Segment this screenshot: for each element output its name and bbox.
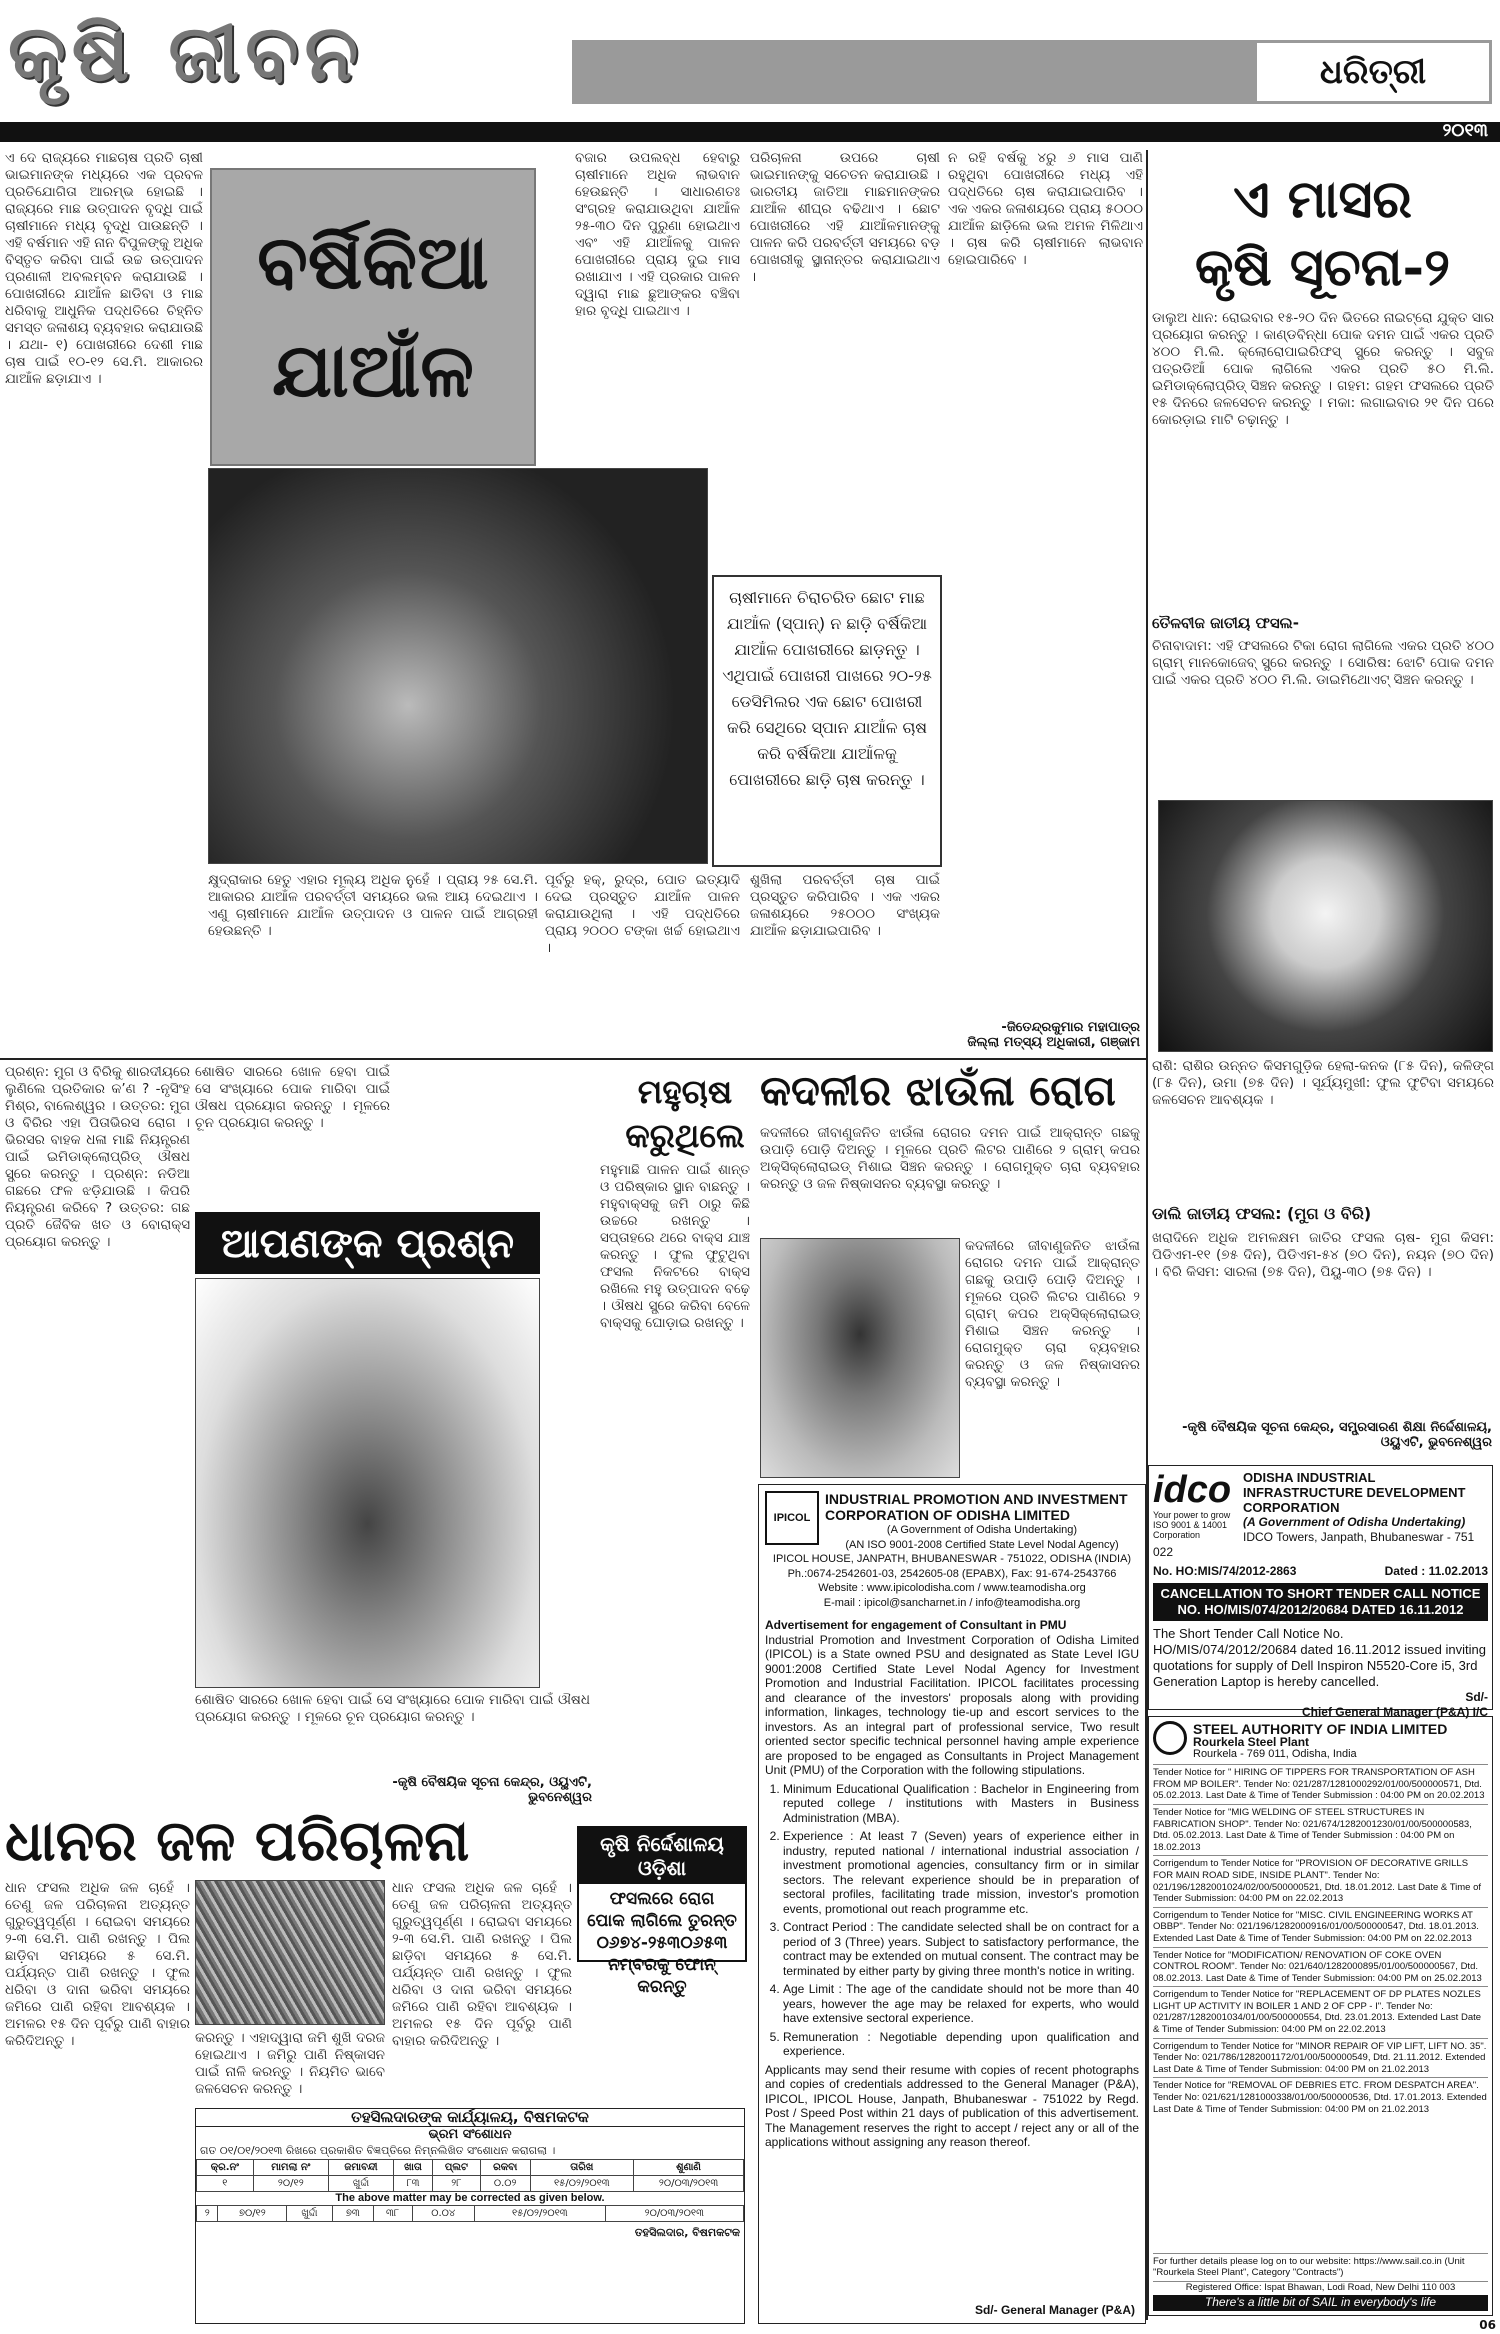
feature-col3: ପରିଚାଳନା ଉପରେ ଚାଷୀ ଭାଇମାନଙ୍କୁ ସଚେତନ କରାଯାଉଛି । ଭାରତୀୟ ଜାତିଆ ମାଛମାନଙ୍କର ଯାଆଁଳ ଶୀଘ୍ର ବଢିଥାଏ । ଛୋଟ ପୋଖରୀରେ ଏହି ଯାଆଁଳମାନଙ୍କୁ ପାଳନ କରି ପରବର୍ତ୍ତୀ ସମୟରେ ବଡ଼ ପୋଖରୀକୁ ସ୍ଥାନାନ୍ତର କରାଯାଇଥାଏ । <box>750 150 940 285</box>
idco-address: IDCO Towers, Janpath, Bhubaneswar - 751 022 <box>1153 1530 1475 1559</box>
idco-notice <box>1148 1465 1493 1719</box>
sail-item: Tender Notice for " HIRING OF TIPPERS FOR TRANSPORTATION OF ASH FROM MP BOILER". Tender No: 021/287/1281000292/01/00/500000571, Dtd. 05.02.2013. Last Date & Time of Tender Submission : 04:00 PM on 20.02.2013 <box>1153 1764 1488 1804</box>
table-cell: ୦.୦୨ <box>480 2176 530 2192</box>
madhu-title-line1: ମହୁଚାଷ <box>637 1072 733 1111</box>
idco-tagline: Your power to grow <box>1153 1510 1231 1520</box>
masa-title-line2: କୃଷି ସୂଚନା-୨ <box>1194 237 1451 298</box>
ipicol-advertisement <box>758 1484 1146 2324</box>
sail-office: Registered Office: Ispat Bhawan, Lodi Road, New Delhi 110 003 <box>1153 2281 1488 2294</box>
sail-item: Tender Notice for "REMOVAL OF DEBRIES ETC. FROM DESPATCH AREA". Tender No: 021/621/1281000338/01/00/500000536, Dtd. 17.01.2013. Extended Last Date & Time of Tender Submission: 04:00 PM on 21.02.2013 <box>1153 2077 1488 2117</box>
feature-col2: ବଜାର ଉପଲବ୍ଧ ହେବାରୁ ଚାଷୀମାନେ ଅଧିକ ଲାଭବାନ ହେଉଛନ୍ତି । ସାଧାରଣତଃ ସଂଗ୍ରହ କରାଯାଉଥିବା ଯାଆଁଳ ୨୫-୩୦ ଦିନ ପୁରୁଣା ହୋଇଥାଏ ଏବଂ ଏହି ଯାଆଁଳକୁ ପାଳନ ପୋଖରୀରେ ପ୍ରାୟ ଦୁଇ ମାସ ରଖାଯାଏ । ଏହି ପ୍ରକାର ପାଳନ ଦ୍ୱାରା ମାଛ ଛୁଆଙ୍କର ବଞ୍ଚିବା ହାର ବୃଦ୍ଧି ପାଇଥାଏ । <box>575 150 740 319</box>
madhu-body: ମହୁମାଛି ପାଳନ ପାଇଁ ଶାନ୍ତ ଓ ପରିଷ୍କାର ସ୍ଥାନ ବାଛନ୍ତୁ । ମହୁବାକ୍ସକୁ ଜମି ଠାରୁ କିଛି ଉଚ୍ଚରେ ରଖନ୍ତୁ । ସପ୍ତାହରେ ଥରେ ବାକ୍ସ ଯାଞ୍ଚ କରନ୍ତୁ । ଫୁଲ ଫୁଟୁଥିବା ଫସଲ ନିକଟରେ ବାକ୍ସ ରଖିଲେ ମହୁ ଉତ୍ପାଦନ ବଢ଼େ । ଔଷଧ ସ୍ପ୍ରେ କରିବା ବେଳେ ବାକ୍ସକୁ ଘୋଡ଼ାଇ ରଖନ୍ତୁ । <box>600 1162 750 1331</box>
masa-rasi: ରାଶି: ରାଶିର ଉନ୍ନତ କିସମଗୁଡ଼ିକ ହେଲା-କନକ (୮୫ ଦିନ), କଳିଙ୍ଗ (୮୫ ଦିନ), ଉମା (୭୫ ଦିନ) । ସୂର୍ଯ୍ୟମୁଖୀ: ଫୁଲ ଫୁଟିବା ସମୟରେ ଜଳସେଚନ ଆବଶ୍ୟକ । <box>1152 1058 1494 1108</box>
ipicol-head: INDUSTRIAL PROMOTION AND INVESTMENT CORPORATION OF ODISHA LIMITED <box>825 1491 1128 1523</box>
dhana-body-cont: ଧାନ ଫସଲ ଅଧିକ ଜଳ ଚାହେଁ । ତେଣୁ ଜଳ ପରିଚାଳନା ଅତ୍ୟନ୍ତ ଗୁରୁତ୍ୱପୂର୍ଣ୍ଣ । ରୋଇବା ସମୟରେ ୨-୩ ସେ.ମି. ପାଣି ରଖନ୍ତୁ । ପିଲ ଛାଡ଼ିବା ସମୟରେ ୫ ସେ.ମି. ପର୍ଯ୍ୟନ୍ତ ପାଣି ରଖନ୍ତୁ । ଫୁଲ ଧରିବା ଓ ଦାନା ଭରିବା ସମୟରେ ଜମିରେ ପାଣି ରହିବା ଆବଶ୍ୟକ । ଅମଳର ୧୫ ଦିନ ପୂର୍ବରୁ ପାଣି ବାହାର କରିଦିଅନ୍ତୁ । <box>392 1880 572 2049</box>
ipicol-adv-title: Advertisement for engagement of Consultant in PMU <box>765 1618 1067 1632</box>
coconut-palm-photo <box>195 1278 540 1688</box>
sail-logo-icon <box>1153 1721 1187 1755</box>
idco-iso: ISO 9001 & 14001 Corporation <box>1153 1520 1228 1540</box>
feature-title-line2: ଯାଆଁଳ <box>272 328 474 414</box>
table-header: ଜମାବନ୍ଦୀ <box>328 2160 393 2176</box>
madhu-title-line2: କରୁଥିଲେ <box>625 1116 745 1155</box>
feature-title-line1: ବର୍ଷିକିଆ <box>257 220 489 306</box>
sail-plant: Rourkela Steel Plant <box>1193 1735 1310 1749</box>
table-cell: ୧୫/୦୨/୨୦୧୩ <box>475 2206 606 2222</box>
tahasil-table <box>196 2159 744 2192</box>
masthead <box>0 0 1500 145</box>
table-cell: ୦.୦୪ <box>412 2206 475 2222</box>
ipicol-address: IPICOL HOUSE, JANPATH, BHUBANESWAR - 751022, ODISHA (INDIA) <box>772 1553 1132 1565</box>
masa-dali-head: ଡାଲି ଜାତୀୟ ଫସଲ: (ମୁଗ ଓ ବିରି) <box>1152 1205 1372 1223</box>
tahasil-notice <box>195 2108 745 2324</box>
masa-body: ଡାଲୁଅ ଧାନ: ରୋଇବାର ୧୫-୨୦ ଦିନ ଭିତରେ ନାଇଟ୍ରୋ ଯୁକ୍ତ ସାର ପ୍ରୟୋଗ କରନ୍ତୁ । କାଣ୍ଡବିନ୍ଧା ପୋକ ଦମନ ପାଇଁ ଏକର ପ୍ରତି ୪୦୦ ମି.ଲି. କ୍ଲୋରୋପାଇରିଫସ୍ ସ୍ପ୍ରେ କରନ୍ତୁ । ସବୁଜ ପତ୍ରଡିଆଁ ପୋକ ଲାଗିଲେ ଏକର ପ୍ରତି ୫୦ ମି.ଲି. ଇମିଡାକ୍ଲୋପ୍ରିଡ୍ ସିଞ୍ଚନ କରନ୍ତୁ । ଗହମ: ଗହମ ଫସଲରେ ପ୍ରତି ୧୫ ଦିନରେ ଜଳସେଚନ କରନ୍ତୁ । ମକା: ଲଗାଇବାର ୨୧ ଦିନ ପରେ କୋରଡ଼ାଇ ମାଟି ଚଢ଼ାନ୍ତୁ । <box>1152 310 1494 428</box>
ipicol-logo: IPICOL <box>765 1491 819 1545</box>
ipicol-intro: Industrial Promotion and Investment Corporation of Odisha Limited (IPICOL) is a State owned PSU and designated as State Level IGU 9001:2008 Certified State Level Nodal Agency for Investment Promotion and Industrial Facilitation. IPICOL facilitates processing and clearance of the investors' proposals along with providing information, linkages, technology tie-up and escort services to the investors. As an integral part of professional service, Two result oriented sector specific technical personnel having ample experience are proposed to be engaged as Consultants in Project Management Unit (PMU) of the Corporation with the following stipulations. <box>765 1632 1139 1777</box>
table-cell: ଖୁର୍ଦ୍ଦା <box>287 2206 333 2222</box>
ipicol-sign: Sd/- General Manager (P&A) <box>974 2302 1135 2317</box>
table-cell: ୨୮ <box>432 2176 480 2192</box>
ipicol-item: 5. Remuneration : Negotiable depending upon qualification and experience. <box>783 2030 1139 2059</box>
feature-lower-right: ଶୁଖିଲା ପରବର୍ତ୍ତୀ ଚାଷ ପାଇଁ ପ୍ରସ୍ତୁତ କରିପାରିବ । ଏକ ଏକର ଜଳାଶୟରେ ୨୫୦୦୦ ସଂଖ୍ୟକ ଯାଆଁଳ ଛଡ଼ାଯାଇପାରିବ । <box>750 872 940 939</box>
tahasil-table-corrected <box>196 2205 744 2222</box>
kadali-body: କଦଳୀରେ ଜୀବାଣୁଜନିତ ଝାଉଁଳା ରୋଗର ଦମନ ପାଇଁ ଆକ୍ରାନ୍ତ ଗଛକୁ ଉପାଡ଼ି ପୋଡ଼ି ଦିଅନ୍ତୁ । ମୂଳରେ ପ୍ରତି ଲିଟର ପାଣିରେ ୨ ଗ୍ରାମ୍ କପର ଅକ୍ସିକ୍ଲୋରାଇଡ୍ ମିଶାଇ ସିଞ୍ଚନ କରନ୍ତୁ । ରୋଗମୁକ୍ତ ଚାରା ବ୍ୟବହାର କରନ୍ତୁ ଓ ଜଳ ନିଷ୍କାସନର ବ୍ୟବସ୍ଥା କରନ୍ତୁ । <box>760 1125 1140 1192</box>
sail-item: Corrigendum to Tender Notice for "PROVISION OF DECORATIVE GRILLS FOR MAIN ROAD SIDE, INSIDE PLANT". Tender No: 021/196/1282001024/02/00/500000521, Dtd. 18.01.2012. Last Date & Time of Tender Submission: 04:00 PM on 22.02.2013 <box>1153 1855 1488 1906</box>
idco-body: The Short Tender Call Notice No. HO/MIS/074/2012/20684 dated 16.11.2012 issued inviting quotations for supply of Dell Inspiron N5520-Core i5, 3rd Generation Laptop is hereby cancelled. <box>1153 1626 1486 1689</box>
ipicol-web: Website : www.ipicolodisha.com / www.teamodisha.org <box>818 1582 1086 1594</box>
sail-name: STEEL AUTHORITY OF INDIA LIMITED <box>1193 1721 1448 1737</box>
prashna-mid-text: ଶୋଷିତ ସାରରେ ଖୋଳ ହେବା ପାଇଁ ସେ ସଂଖ୍ୟାରେ ପୋକ ମାରିବା ପାଇଁ ଔଷଧ ପ୍ରୟୋଗ କରନ୍ତୁ । ମୂଳରେ ଚୂନ ପ୍ରୟୋଗ କରନ୍ତୁ । <box>195 1064 390 1131</box>
table-cell: ଖୁର୍ଦ୍ଦା <box>328 2176 393 2192</box>
table-cell: ୨୦/୧୨ <box>253 2176 328 2192</box>
table-header: ପ୍ଲଟ <box>432 2160 480 2176</box>
table-header: ଶୁଣାଣି <box>634 2160 744 2176</box>
kadali-title: କଦଳୀର ଝାଉଁଳା ରୋଗ <box>760 1066 1116 1115</box>
feature-title-box <box>210 168 536 466</box>
masthead-year: ୨୦୧୩ <box>1442 120 1488 141</box>
masa-dali-body: ଖରାଦିନେ ଅଧିକ ଅମଳକ୍ଷମ ଜାତିର ଫସଲ ଚାଷ- ମୁଗ କିସମ: ପିଡିଏମ-୧୧ (୭୫ ଦିନ), ପିଡିଏମ-୫୪ (୭୦ ଦିନ), ନୟନ (୭୦ ଦିନ) । ବିରି କିସମ: ସାରଳା (୭୫ ଦିନ), ପିୟୁ-୩୦ (୭୫ ଦିନ) । <box>1152 1230 1494 1280</box>
prashna-body: ପ୍ରଶ୍ନ: ମୁଗ ଓ ବିରିକୁ ଶାରଦୀୟରେ ଲୁଣିଲେ ପ୍ରତିକାର କ’ଣ ? -ନୃସିଂହ ମିଶ୍ର, ବାଲେଶ୍ୱର । ଉତ୍ତର: ମୁଗ ଓ ବିରିର ଏହା ପିତାଭିରସ ରୋଗ । ଭିରସର ବାହକ ଧଳା ମାଛି ନିୟନ୍ତ୍ରଣ ପାଇଁ ଇମିଡାକ୍ଲୋପ୍ରିଡ୍ ଔଷଧ ସ୍ପ୍ରେ କରନ୍ତୁ । ପ୍ରଶ୍ନ: ନଡିଆ ଗଛରେ ଫଳ ଝଡ଼ିଯାଉଛି । କିପରି ନିୟନ୍ତ୍ରଣ କରିବେ ? ଉତ୍ତର: ଗଛ ପ୍ରତି ଜୈବିକ ଖତ ଓ ବୋରାକ୍ସ ପ୍ରୟୋଗ କରନ୍ତୁ । <box>5 1064 190 1250</box>
ipicol-item: 2. Experience : At least 7 (Seven) years of experience either in industry, reputed national / international industrial association / investment promotional agencies, consultancy firm or in similar sectors. The relevant experience should be in preparation of sectoral profiles, facilitating trade mission, investor's promotion events, promotional out reach programme etc. <box>783 1829 1139 1916</box>
tahasil-intro: ଗତ ୦୧/୦୧/୨୦୧୩ ରିଖରେ ପ୍ରକାଶିତ ବିଜ୍ଞପ୍ତିରେ ନିମ୍ନଲିଖିତ ସଂଶୋଧନ କରାଗଲା । <box>200 2144 556 2157</box>
prashna-banner: ଆପଣଙ୍କ ପ୍ରଶ୍ନ <box>195 1212 540 1274</box>
table-header: କ୍ର.ନଂ <box>197 2160 254 2176</box>
ipicol-sub1: (A Government of Odisha Undertaking) <box>886 1524 1078 1536</box>
krushi-box-phone: ୦୬୭୪-୨୫୩୦୬୫୩ <box>596 1933 728 1953</box>
feature-lower-left: କ୍ଷୁଦ୍ରାକାର ହେତୁ ଏହାର ମୂଲ୍ୟ ଅଧିକ ନୁହେଁ । ପ୍ରାୟ ୨୫ ସେ.ମି. ଆକାରର ଯାଆଁଳ ପରବର୍ତ୍ତୀ ସମୟରେ ଭଲ ଆୟ ଦେଇଥାଏ । ଏଣୁ ଚାଷୀମାନେ ଯାଆଁଳ ଉତ୍ପାଦନ ଓ ପାଳନ ପାଇଁ ଆଗ୍ରହୀ ହେଉଛନ୍ତି । <box>208 872 538 939</box>
ipicol-item: 4. Age Limit : The age of the candidate should not be more than 40 years, however the age may be relaxed for experts, who would have extensive sectoral experience. <box>783 1982 1139 2026</box>
page-number: 06 <box>1479 2318 1496 2332</box>
idco-band: CANCELLATION TO SHORT TENDER CALL NOTICE NO. HO/MIS/074/2012/20684 DATED 16.11.2012 <box>1153 1583 1488 1621</box>
feature-callout: ଚାଷୀମାନେ ଚିରାଚରିତ ଛୋଟ ମାଛ ଯାଆଁଳ (ସ୍ପାନ୍) ନ ଛାଡ଼ି ବର୍ଷିକିଆ ଯାଆଁଳ ପୋଖରୀରେ ଛାଡ଼ନ୍ତୁ । ଏଥିପାଇଁ ପୋଖରୀ ପାଖରେ ୨୦-୨୫ ଡେସିମିଲର ଏକ ଛୋଟ ପୋଖରୀ କରି ସେଥିରେ ସ୍ପାନ ଯାଆଁଳ ଚାଷ କରି ବର୍ଷିକିଆ ଯାଆଁଳକୁ ପୋଖରୀରେ ଛାଡ଼ି ଚାଷ କରନ୍ତୁ । <box>712 575 942 867</box>
krushi-box-line2: ପୋକ ଲାଗିଲେ ତୁରନ୍ତ <box>587 1911 737 1931</box>
section-rule <box>0 1058 1146 1060</box>
table-cell: ୨୦/୦୩/୨୦୧୩ <box>605 2206 743 2222</box>
masthead-month: ଧରିତ୍ରୀ <box>1254 40 1492 104</box>
table-header: ତାରିଖ <box>530 2160 634 2176</box>
masthead-rule <box>0 122 1500 142</box>
idco-gov: (A Government of Odisha Undertaking) <box>1243 1515 1466 1529</box>
tahasil-head: ତହସିଲଦାରଙ୍କ କାର୍ଯ୍ୟାଳୟ, ବିଷମକଟକ <box>196 2109 744 2127</box>
sail-item: Corrigendum to Tender Notice for "MISC. CIVIL ENGINEERING WORKS AT OBBP". Tender No: 021/196/1282000916/01/00/500000547, Dtd. 18.01.2013. Extended Last Date & Time of Tender Submission: 04:00 PM on 22.02.2013 <box>1153 1907 1488 1947</box>
masa-title <box>1150 166 1495 302</box>
table-cell: ୭୩ <box>332 2206 373 2222</box>
masthead-band <box>572 40 1492 104</box>
table-header: ଖାତା <box>394 2160 433 2176</box>
masa-tela-body: ଚିନାବାଦାମ: ଏହି ଫସଲରେ ଟିକା ରୋଗ ଲାଗିଲେ ଏକର ପ୍ରତି ୪୦୦ ଗ୍ରାମ୍ ମାନକୋଜେବ୍ ସ୍ପ୍ରେ କରନ୍ତୁ । ସୋରିଷ: ଝୋଟି ପୋକ ଦମନ ପାଇଁ ଏକର ପ୍ରତି ୪୦୦ ମି.ଲି. ଡାଇମିଥୋଏଟ୍ ସିଞ୍ଚନ କରନ୍ତୁ । <box>1152 638 1494 688</box>
tahasil-note: The above matter may be corrected as given below. <box>335 2192 605 2204</box>
prashna-mid-text-lower: ଶୋଷିତ ସାରରେ ଖୋଳ ହେବା ପାଇଁ ସେ ସଂଖ୍ୟାରେ ପୋକ ମାରିବା ପାଇଁ ଔଷଧ ପ୍ରୟୋଗ କରନ୍ତୁ । ମୂଳରେ ଚୂନ ପ୍ରୟୋଗ କରନ୍ତୁ । <box>195 1692 590 1725</box>
masa-title-line1: ଏ ମାସର <box>1233 169 1412 230</box>
table-cell: ୧ <box>197 2176 254 2192</box>
table-cell: ୭୦/୧୨ <box>218 2206 287 2222</box>
idco-no: No. HO:MIS/74/2012-2863 <box>1153 1564 1297 1578</box>
ipicol-phone: Ph.:0674-2542601-03, 2542605-08 (EPABX), Fax: 91-674-2543766 <box>787 1567 1117 1580</box>
table-cell: ୩୮ <box>373 2206 412 2222</box>
idco-name: ODISHA INDUSTRIAL INFRASTRUCTURE DEVELOPMENT CORPORATION <box>1243 1470 1466 1515</box>
sail-web: For further details please log on to our website: https://www.sail.co.in (Unit "Rourkela Steel Plant", Category "Contracts") <box>1153 2253 1488 2281</box>
ipicol-sub2: (AN ISO 9001-2008 Certified State Level Nodal Agency) <box>845 1538 1119 1551</box>
krushi-box-line3: ନମ୍ବରକୁ ଫୋନ୍ କରନ୍ତୁ <box>608 1955 716 1997</box>
idco-sign2: Chief General Manager (P&A) I/C <box>1301 1705 1488 1719</box>
ipicol-item: 3. Contract Period : The candidate selected shall be on contract for a period of 3 (Three) years. Subject to satisfactory performance, the contract may be extended on mutual consent. The contract may be terminated by either party by giving three month's notice in writing. <box>783 1920 1139 1978</box>
ipicol-stipulations <box>783 1782 1139 2059</box>
paddy-field-photo <box>195 1880 385 2025</box>
masa-tela-head: ତୈଳବୀଜ ଜାତୀୟ ଫସଲ- <box>1152 615 1299 632</box>
ipicol-item: 1. Minimum Educational Qualification : Bachelor in Engineering from reputed college / institutions with Masters in Business Administration (MBA). <box>783 1782 1139 1826</box>
table-cell: ୮୩ <box>394 2176 433 2192</box>
sail-item: Tender Notice for "MODIFICATION/ RENOVATION OF COKE OVEN CONTROL ROOM". Tender No: 021/640/1282000895/01/00/500000567, Dtd. 08.02.2013. Last Date & Time of Tender Submission: 04:00 PM on 25.02.2013 <box>1153 1947 1488 1987</box>
table-header: ମାମଲା ନଂ <box>253 2160 328 2176</box>
tahasil-signer: ତହସିଲଦାର, ବିଷମକଟକ <box>634 2226 740 2239</box>
idco-sign1: Sd/- <box>1465 1690 1488 1704</box>
table-cell: ୨ <box>197 2206 218 2222</box>
idco-logo <box>1153 1470 1243 1540</box>
krushi-box-line1: ଫସଲରେ ରୋଗ <box>609 1889 715 1909</box>
sail-item: Corrigendum to Tender Notice for "REPLACEMENT OF DP PLATES NOZLES LIGHT UP ACTIVITY IN BOILER 1 AND 2 OF CPP - I". Tender No: 021/287/1282001034/01/00/500000554, Dtd. 23.01.2013. Extended Last Date & Time of Tender Submission: 04:00 PM on 22.02.2013 <box>1153 1986 1488 2037</box>
table-row <box>197 2206 744 2222</box>
feature-byline: -ଜିତେନ୍ଦ୍ରକୁମାର ମହାପାତ୍ର ଜିଲ୍ଲା ମତ୍ସ୍ୟ ଅଧିକାରୀ, ଗଞ୍ଜାମ <box>967 1020 1140 1050</box>
krushi-box-head: କୃଷି ନିର୍ଦ୍ଦେଶାଳୟ ଓଡ଼ିଶା <box>579 1828 745 1884</box>
kadali-body-cont: କଦଳୀରେ ଜୀବାଣୁଜନିତ ଝାଉଁଳା ରୋଗର ଦମନ ପାଇଁ ଆକ୍ରାନ୍ତ ଗଛକୁ ଉପାଡ଼ି ପୋଡ଼ି ଦିଅନ୍ତୁ । ମୂଳରେ ପ୍ରତି ଲିଟର ପାଣିରେ ୨ ଗ୍ରାମ୍ କପର ଅକ୍ସିକ୍ଲୋରାଇଡ୍ ମିଶାଇ ସିଞ୍ଚନ କରନ୍ତୁ । ରୋଗମୁକ୍ତ ଚାରା ବ୍ୟବହାର କରନ୍ତୁ ଓ ଜଳ ନିଷ୍କାସନର ବ୍ୟବସ୍ଥା କରନ୍ତୁ । <box>965 1238 1140 1390</box>
masthead-title: କୃଷି ଜୀବନ <box>8 8 365 99</box>
feature-col4: ନ ରହି ବର୍ଷକୁ ୪ରୁ ୬ ମାସ ପାଣି ରହୁଥିବା ପୋଖରୀରେ ମଧ୍ୟ ଏହି ପଦ୍ଧତିରେ ଚାଷ କରାଯାଇପାରିବ । ଏକ ଏକର ଜଳାଶୟରେ ପ୍ରାୟ ୫୦୦୦ ଯାଆଁଳ ଛାଡ଼ିଲେ ଭଲ ଅମଳ ମିଳିଥାଏ । ଚାଷ କରି ଚାଷୀମାନେ ଲାଭବାନ ହୋଇପାରିବେ । <box>948 150 1143 268</box>
dhana-body2: କରନ୍ତୁ । ଏହାଦ୍ୱାରା ଜମି ଶୁଖି ଦରଜ ହୋଇଥାଏ । ଜମିରୁ ପାଣି ନିଷ୍କାସନ ପାଇଁ ନାଳି କରନ୍ତୁ । ନିୟମିତ ଭାବେ ଜଳସେଚନ କରନ୍ତୁ । <box>195 2030 385 2097</box>
sail-item: Corrigendum to Tender Notice for "MINOR REPAIR OF VIP LIFT, LIFT NO. 35". Tender No: 021/786/1282001172/01/00/500000549, Dtd. 21.11.2012. Extended Last Date & Time of Tender Submission: 04:00 PM on 21.02.2013 <box>1153 2038 1488 2078</box>
banana-photo <box>760 1238 960 1478</box>
sail-address: Rourkela - 769 011, Odisha, India <box>1193 1747 1357 1760</box>
ipicol-email: E-mail : ipicol@sancharnet.in / info@teamodisha.org <box>823 1596 1081 1609</box>
table-header: ରକବା <box>480 2160 530 2176</box>
madhu-title <box>600 1070 770 1158</box>
dhana-body: ଧାନ ଫସଲ ଅଧିକ ଜଳ ଚାହେଁ । ତେଣୁ ଜଳ ପରିଚାଳନା ଅତ୍ୟନ୍ତ ଗୁରୁତ୍ୱପୂର୍ଣ୍ଣ । ରୋଇବା ସମୟରେ ୨-୩ ସେ.ମି. ପାଣି ରଖନ୍ତୁ । ପିଲ ଛାଡ଼ିବା ସମୟରେ ୫ ସେ.ମି. ପର୍ଯ୍ୟନ୍ତ ପାଣି ରଖନ୍ତୁ । ଫୁଲ ଧରିବା ଓ ଦାନା ଭରିବା ସମୟରେ ଜମିରେ ପାଣି ରହିବା ଆବଶ୍ୟକ । ଅମଳର ୧୫ ଦିନ ପୂର୍ବରୁ ପାଣି ବାହାର କରିଦିଅନ୍ତୁ । <box>5 1880 190 2049</box>
idco-logo-text: idco <box>1153 1469 1232 1511</box>
sail-tender-notice <box>1148 1716 1493 2316</box>
idco-dated: Dated : 11.02.2013 <box>1384 1564 1488 1578</box>
sail-item: Tender Notice for "MIG WELDING OF STEEL STRUCTURES IN FABRICATION SHOP". Tender No: 021/674/1282001230/01/00/500000583, Dtd. 05.02.2013. Last Date & Time of Tender Submission : 04:00 PM on 18.02.2013 <box>1153 1804 1488 1855</box>
table-cell: ୨୦/୦୩/୨୦୧୩ <box>634 2176 744 2192</box>
feature-col1: ଏ ଦେ ରାଜ୍ୟରେ ମାଛଚାଷ ପ୍ରତି ଚାଷୀ ଭାଇମାନଙ୍କ ମଧ୍ୟରେ ଏକ ପ୍ରବଳ ପ୍ରତିଯୋଗିତା ଆରମ୍ଭ ହୋଇଛି । ରାଜ୍ୟରେ ମାଛ ଉତ୍ପାଦନ ବୃଦ୍ଧି ପାଇଁ ଚାଷୀମାନେ ମଧ୍ୟ ବୃଦ୍ଧି ପାଉଛନ୍ତି । ଏହି ବର୍ଷମାନ ଏହି ନାନ ବିପୁଳଙ୍କୁ ଅଧିକ ବିସ୍ତୃତ କରିବା ପାଇଁ ଉଚ୍ଚ ଉତ୍ପାଦନ ପ୍ରଣାଳୀ ଅବଲମ୍ବନ କରାଯାଉଛି । ପୋଖରୀରେ ଯାଆଁଳ ଛାଡିବା ଓ ମାଛ ଧରିବାକୁ ଆଧୁନିକ ପଦ୍ଧତିରେ ଚିହ୍ନିତ ସମସ୍ତ ଜଳାଶୟ ବ୍ୟବହାର କରାଯାଉଛି । ଯଥା- ୧) ପୋଖରୀରେ ଦେଶୀ ମାଛ ଚାଷ ପାଇଁ ୧୦-୧୨ ସେ.ମି. ଆକାରର ଯାଆଁଳ ଛଡ଼ାଯାଏ । <box>5 150 203 387</box>
sail-tagline: There's a little bit of SAIL in everybody's life <box>1153 2295 1488 2311</box>
tahasil-sub: ଭ୍ରମ ସଂଶୋଧନ <box>428 2127 512 2142</box>
masa-byline: -କୃଷି ବୈଷୟିକ ସୂଚନା କେନ୍ଦ୍ର, ସମ୍ପ୍ରସାରଣ ଶିକ୍ଷା ନିର୍ଦ୍ଦେଶାଳୟ, ଓୟୁଏଟି, ଭୁବନେଶ୍ୱର <box>1182 1420 1492 1450</box>
ipicol-closing: Applicants may send their resume with copies of recent photographs and copies of credentials addressed to the General Manager (P&A), IPICOL, IPICOL House, Janpath, Bhubaneswar - 751022 by Regd. Post / Speed Post within 21 days of publication of this advertisement. The Management reserves the right to accept / reject any or all of the applications without assigning any reason thereof. <box>765 2062 1139 2149</box>
feature-lower-mid: ପୂର୍ବରୁ ହକ୍, ରୁଦ୍ର, ପୋତ ଇତ୍ୟାଦି ଦେଇ ପ୍ରସ୍ତୁତ ଯାଆଁଳ ପାଳନ କରାଯାଉଥିଲା । ଏହି ପଦ୍ଧତିରେ ପ୍ରାୟ ୨୦୦୦ ଟଙ୍କା ଖର୍ଚ୍ଚ ହୋଇଥାଏ । <box>545 872 740 956</box>
prashna-byline: -କୃଷି ବୈଷୟିକ ସୂଚନା କେନ୍ଦ୍ର, ଓୟୁଏଟି, ଭୁବନେଶ୍ୱର <box>392 1775 592 1805</box>
krushi-helpline-box <box>577 1826 747 1997</box>
dhana-title: ଧାନର ଜଳ ପରିଚାଳନା <box>5 1808 470 1874</box>
table-cell: ୧୫/୦୨/୨୦୧୩ <box>530 2176 634 2192</box>
flower-photo <box>1158 800 1493 1052</box>
table-row <box>197 2176 744 2192</box>
